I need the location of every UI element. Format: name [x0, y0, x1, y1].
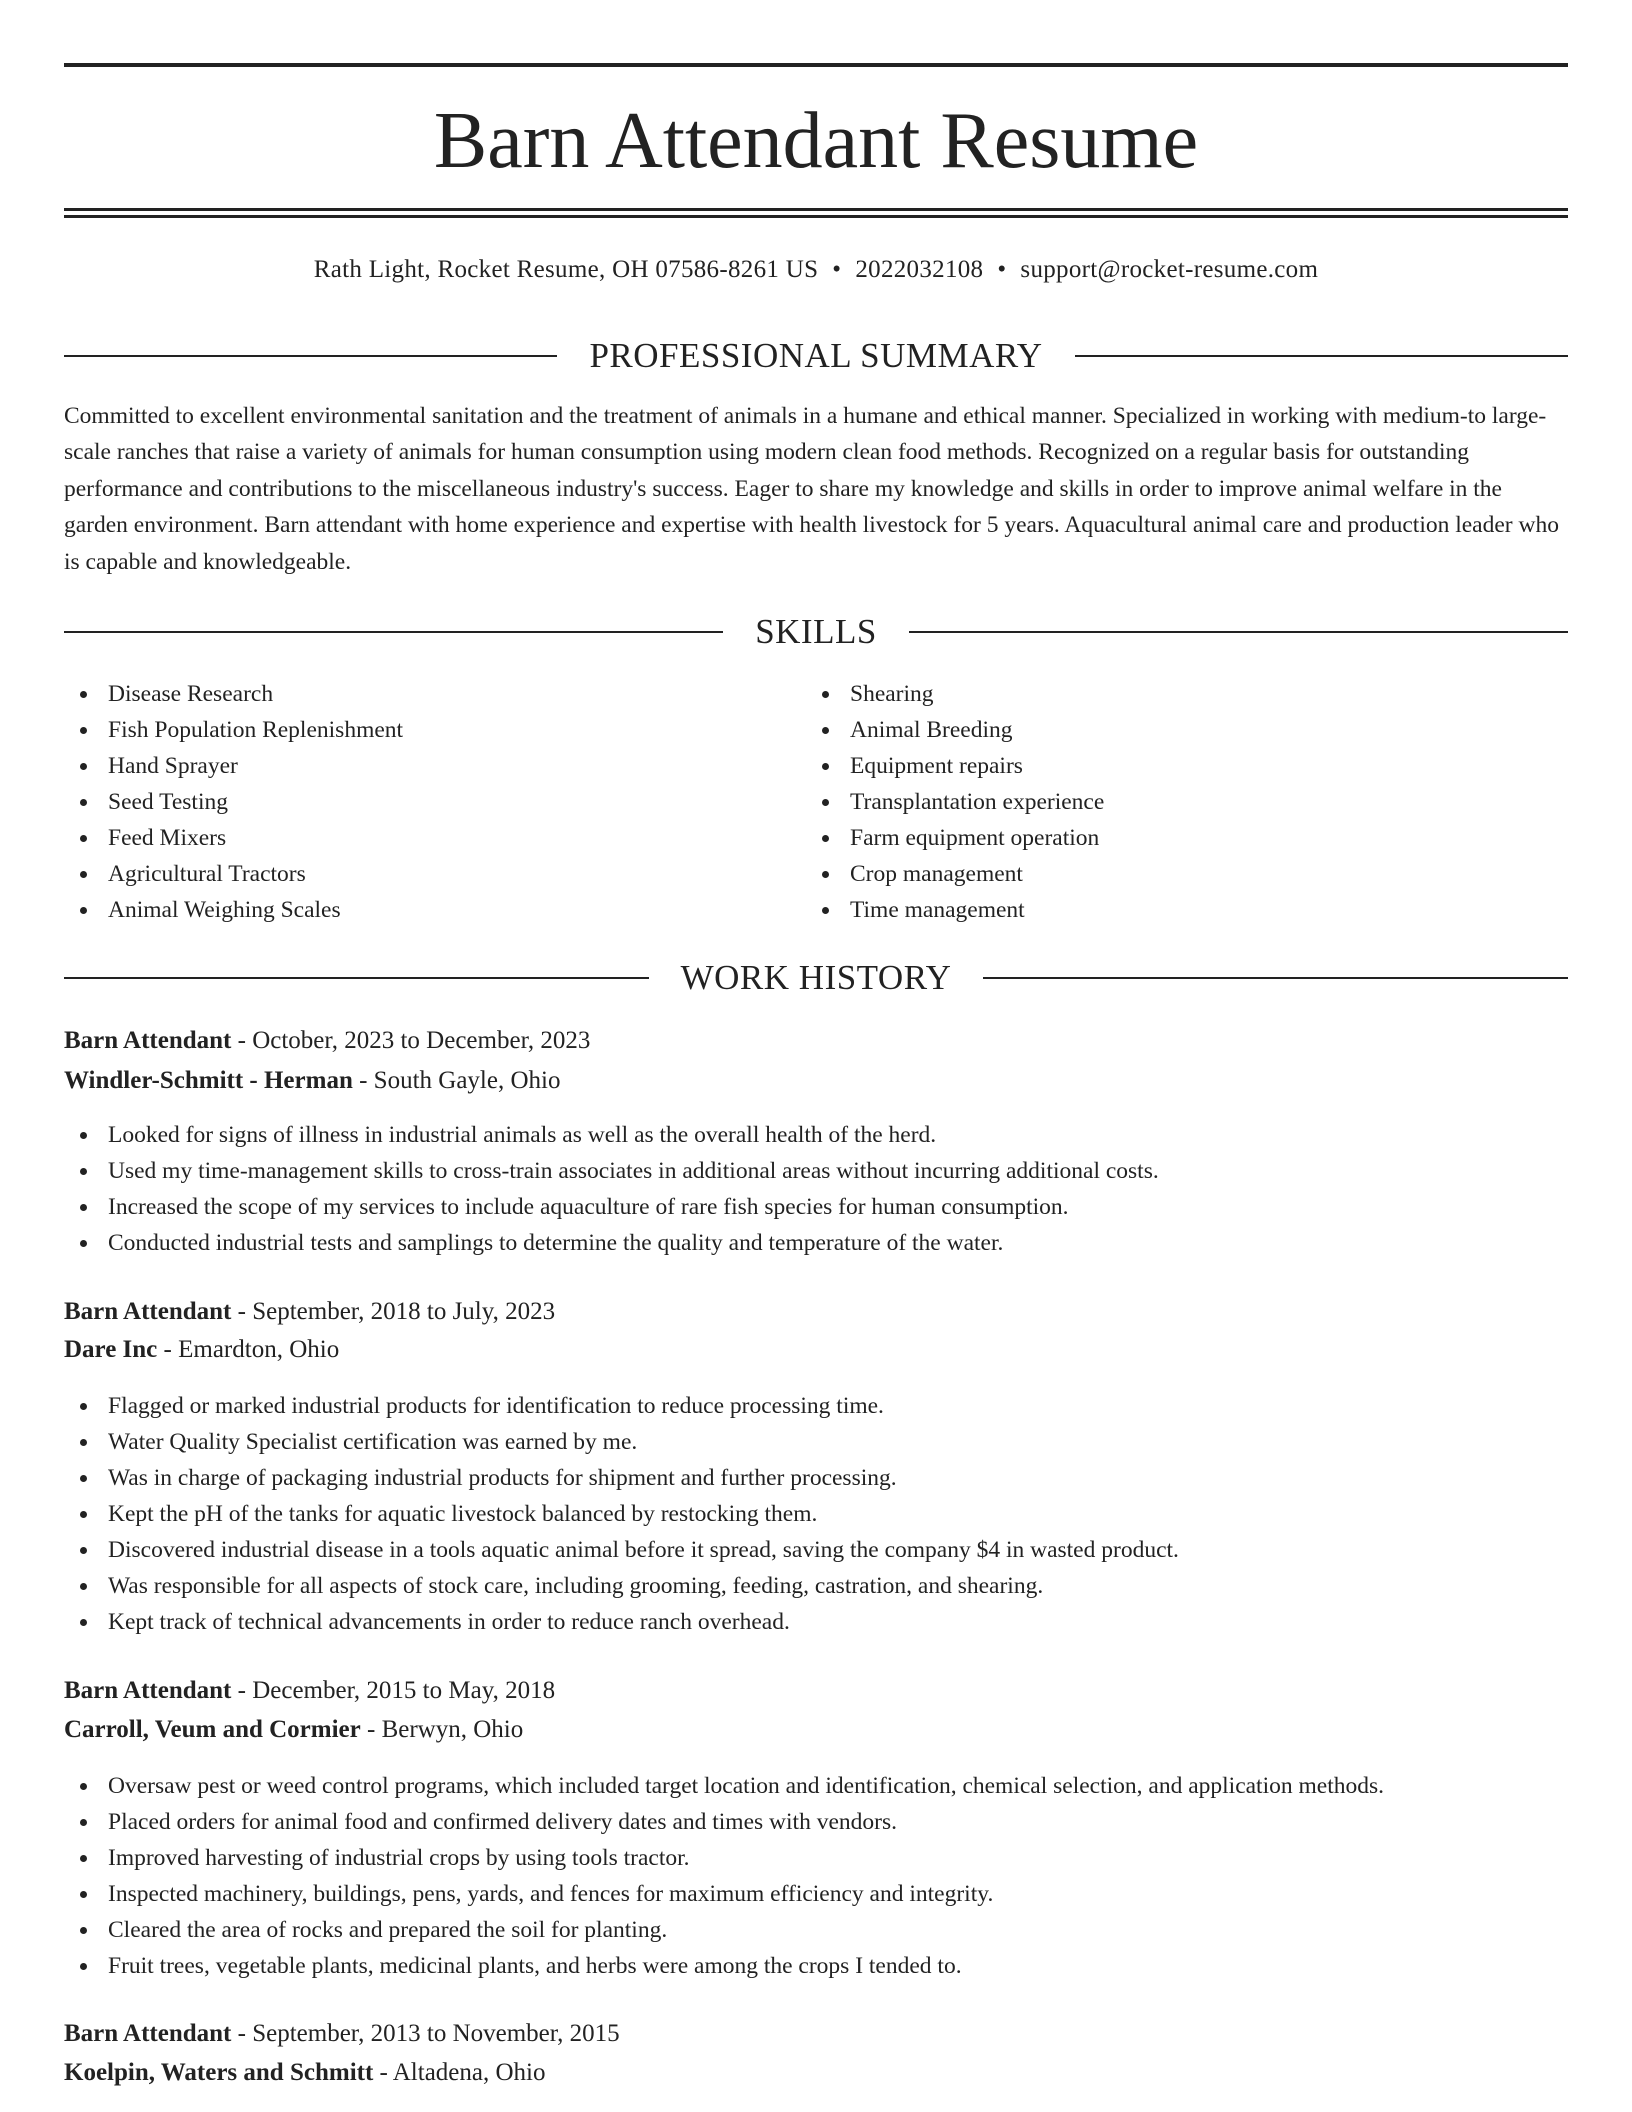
job-bullet: Increased the scope of my services to include aquaculture of rare fish species for human consumption. — [64, 1189, 1568, 1225]
job-company-line — [64, 2057, 545, 2089]
skill-item: Seed Testing — [64, 784, 403, 820]
contact-separator: • — [832, 256, 842, 283]
job-title: Barn Attendant — [64, 2020, 232, 2047]
section-header-skills — [64, 610, 1568, 654]
job-company-line — [64, 1065, 560, 1097]
job-bullet: Conducted industrial tests and samplings to determine the quality and temperature of the water. — [64, 1225, 1568, 1261]
job-location: - Berwyn, Ohio — [360, 1716, 524, 1743]
job-title-line — [64, 2018, 620, 2050]
job-bullet: Discovered industrial disease in a tools aquatic animal before it spread, saving the company $4 in wasted product. — [64, 1532, 1568, 1568]
job-company-line — [64, 1334, 339, 1366]
job-location: - South Gayle, Ohio — [352, 1067, 561, 1094]
skill-item: Animal Weighing Scales — [64, 892, 403, 928]
job-bullet: Was responsible for all aspects of stock care, including grooming, feeding, castration, and shearing. — [64, 1568, 1568, 1604]
contact-line — [64, 254, 1568, 286]
job-bullet-list — [64, 1388, 1568, 1640]
job-bullet: Placed orders for animal food and confirmed delivery dates and times with vendors. — [64, 1804, 1568, 1840]
job-bullet-list — [64, 1117, 1568, 1261]
job-company-line — [64, 1714, 523, 1746]
title-double-divider — [64, 208, 1568, 218]
job-bullet: Kept the pH of the tanks for aquatic livestock balanced by restocking them. — [64, 1496, 1568, 1532]
section-rule-left — [64, 631, 723, 633]
contact-address: Rath Light, Rocket Resume, OH 07586-8261 US — [313, 256, 819, 283]
top-divider — [64, 63, 1568, 67]
job-dates: - October, 2023 to December, 2023 — [231, 1027, 591, 1054]
job-dates: - September, 2018 to July, 2023 — [231, 1298, 556, 1325]
job-dates: - December, 2015 to May, 2018 — [231, 1677, 556, 1704]
skill-item: Equipment repairs — [806, 748, 1104, 784]
section-rule-right — [983, 977, 1568, 979]
job-bullet: Was in charge of packaging industrial products for shipment and further processing. — [64, 1460, 1568, 1496]
skill-item: Disease Research — [64, 676, 403, 712]
job-bullet: Inspected machinery, buildings, pens, yards, and fences for maximum efficiency and integrity. — [64, 1876, 1568, 1912]
job-title-line — [64, 1296, 555, 1328]
page-title: Barn Attendant Resume — [433, 97, 1199, 185]
job-location: - Emardton, Ohio — [157, 1336, 340, 1363]
job-bullet: Kept track of technical advancements in order to reduce ranch overhead. — [64, 1604, 1568, 1640]
job-bullet: Water Quality Specialist certification was earned by me. — [64, 1424, 1568, 1460]
skill-item: Fish Population Replenishment — [64, 712, 403, 748]
contact-separator: • — [997, 256, 1007, 283]
section-header-work-history — [64, 956, 1568, 1000]
job-bullet: Cleared the area of rocks and prepared the soil for planting. — [64, 1912, 1568, 1948]
job-company: Windler-Schmitt - Herman — [64, 1067, 353, 1094]
contact-email[interactable]: support@rocket-resume.com — [1020, 256, 1319, 283]
job-company: Dare Inc — [64, 1336, 158, 1363]
job-location: - Altadena, Ohio — [373, 2059, 546, 2086]
skill-item: Transplantation experience — [806, 784, 1104, 820]
skill-item: Animal Breeding — [806, 712, 1104, 748]
job-title-line — [64, 1675, 555, 1707]
skill-item: Feed Mixers — [64, 820, 403, 856]
skill-item: Shearing — [806, 676, 1104, 712]
skill-item: Hand Sprayer — [64, 748, 403, 784]
job-title: Barn Attendant — [64, 1298, 232, 1325]
job-title: Barn Attendant — [64, 1677, 232, 1704]
job-title-line — [64, 1025, 590, 1057]
skill-item: Farm equipment operation — [806, 820, 1104, 856]
professional-summary-text: Committed to excellent environmental sanitation and the treatment of animals in a humane and ethical manner. Specialized in working with medium-to large-scale ranches that raise a variety of animals for human consumption using modern clean food methods. Recognized on a regular basis for outstanding performance and contributions to the miscellaneous industry's success. Eager to share my knowledge and skills in order to improve animal welfare in the garden environment. Barn attendant with home experience and expertise with health livestock for 5 years. Aquacultural animal care and production leader who is capable and knowledgeable. — [64, 403, 1559, 575]
skill-item: Crop management — [806, 856, 1104, 892]
job-title: Barn Attendant — [64, 1027, 232, 1054]
section-title: SKILLS — [755, 612, 877, 651]
section-title: WORK HISTORY — [680, 958, 952, 997]
job-bullet-list — [64, 1768, 1568, 1984]
section-rule-left — [64, 977, 649, 979]
skill-item: Time management — [806, 892, 1104, 928]
job-bullet: Improved harvesting of industrial crops by using tools tractor. — [64, 1840, 1568, 1876]
job-bullet: Oversaw pest or weed control programs, which included target location and identification, chemical selection, and application methods. — [64, 1768, 1568, 1804]
skills-list-left — [64, 676, 403, 928]
section-rule-left — [64, 355, 557, 357]
contact-phone: 2022032108 — [855, 256, 984, 283]
job-bullet: Fruit trees, vegetable plants, medicinal plants, and herbs were among the crops I tended to. — [64, 1948, 1568, 1984]
skills-list-right — [806, 676, 1104, 928]
job-bullet: Used my time-management skills to cross-train associates in additional areas without incurring additional costs. — [64, 1153, 1568, 1189]
job-company: Koelpin, Waters and Schmitt — [64, 2059, 374, 2086]
job-dates: - September, 2013 to November, 2015 — [231, 2020, 620, 2047]
section-rule-right — [1075, 355, 1568, 357]
section-rule-right — [909, 631, 1568, 633]
job-company: Carroll, Veum and Cormier — [64, 1716, 361, 1743]
job-bullet: Flagged or marked industrial products for identification to reduce processing time. — [64, 1388, 1568, 1424]
skill-item: Agricultural Tractors — [64, 856, 403, 892]
section-title: PROFESSIONAL SUMMARY — [589, 336, 1043, 375]
job-bullet: Looked for signs of illness in industrial animals as well as the overall health of the herd. — [64, 1117, 1568, 1153]
section-header-summary — [64, 334, 1568, 378]
